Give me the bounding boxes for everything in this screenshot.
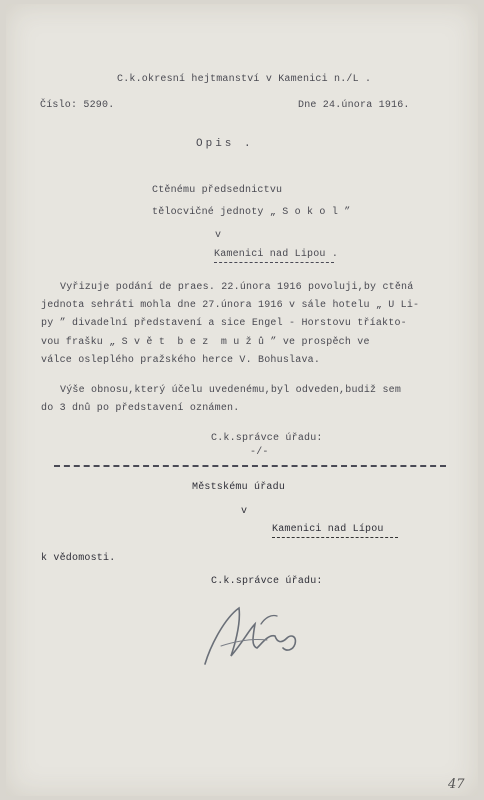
handwritten-signature bbox=[191, 594, 321, 674]
addressee-line-2: tělocvičné jednoty „ S o k o l ” bbox=[152, 207, 351, 218]
recipient-line-3: Kamenici nad Lípou bbox=[272, 524, 384, 535]
addressee-line-3: v bbox=[215, 230, 222, 241]
body-line-2: jednota sehráti mohla dne 27.února 1916 v sále hotelu „ U Li- bbox=[41, 300, 420, 311]
closing-mark: -/- bbox=[250, 447, 269, 458]
body-line-4: vou frašku „ S v ě t b e z m u ž ů ” ve prospěch ve bbox=[41, 337, 370, 348]
addressee-underline bbox=[214, 262, 334, 263]
document-date: Dne 24.února 1916. bbox=[298, 100, 410, 111]
closing-signature-label-2: C.k.správce úřadu: bbox=[211, 576, 323, 587]
office-header: C.k.okresní hejtmanství v Kamenici n./L . bbox=[117, 74, 372, 85]
addressee-line-1: Ctěnému předsednictvu bbox=[152, 185, 283, 196]
separator-line bbox=[54, 465, 446, 467]
addressee-line-4: Kamenici nad Lipou . bbox=[214, 249, 339, 260]
recipient-line-1: Městskému úřadu bbox=[192, 482, 286, 493]
page-number: 47 bbox=[448, 777, 465, 792]
recipient-underline bbox=[272, 537, 398, 538]
recipient-line-2: v bbox=[241, 506, 248, 517]
body-line-5: válce osleplého pražského herce V. Bohuslava. bbox=[41, 355, 321, 366]
note-text: k vědomosti. bbox=[41, 553, 116, 564]
body-line-7: do 3 dnů po představení oznámen. bbox=[41, 403, 240, 414]
document-title: Opis . bbox=[196, 138, 254, 150]
reference-number: Číslo: 5290. bbox=[40, 100, 115, 111]
closing-signature-label: C.k.správce úřadu: bbox=[211, 433, 323, 444]
document-page bbox=[6, 4, 478, 796]
body-line-1: Vyřizuje podání de praes. 22.února 1916 povoluji,by ctěná bbox=[60, 282, 414, 293]
body-line-3: py ” divadelní představení a sice Engel - Horstovu tříakto- bbox=[41, 318, 407, 329]
body-line-6: Výše obnosu,který účelu uvedenému,byl odveden,budiž sem bbox=[60, 385, 402, 396]
